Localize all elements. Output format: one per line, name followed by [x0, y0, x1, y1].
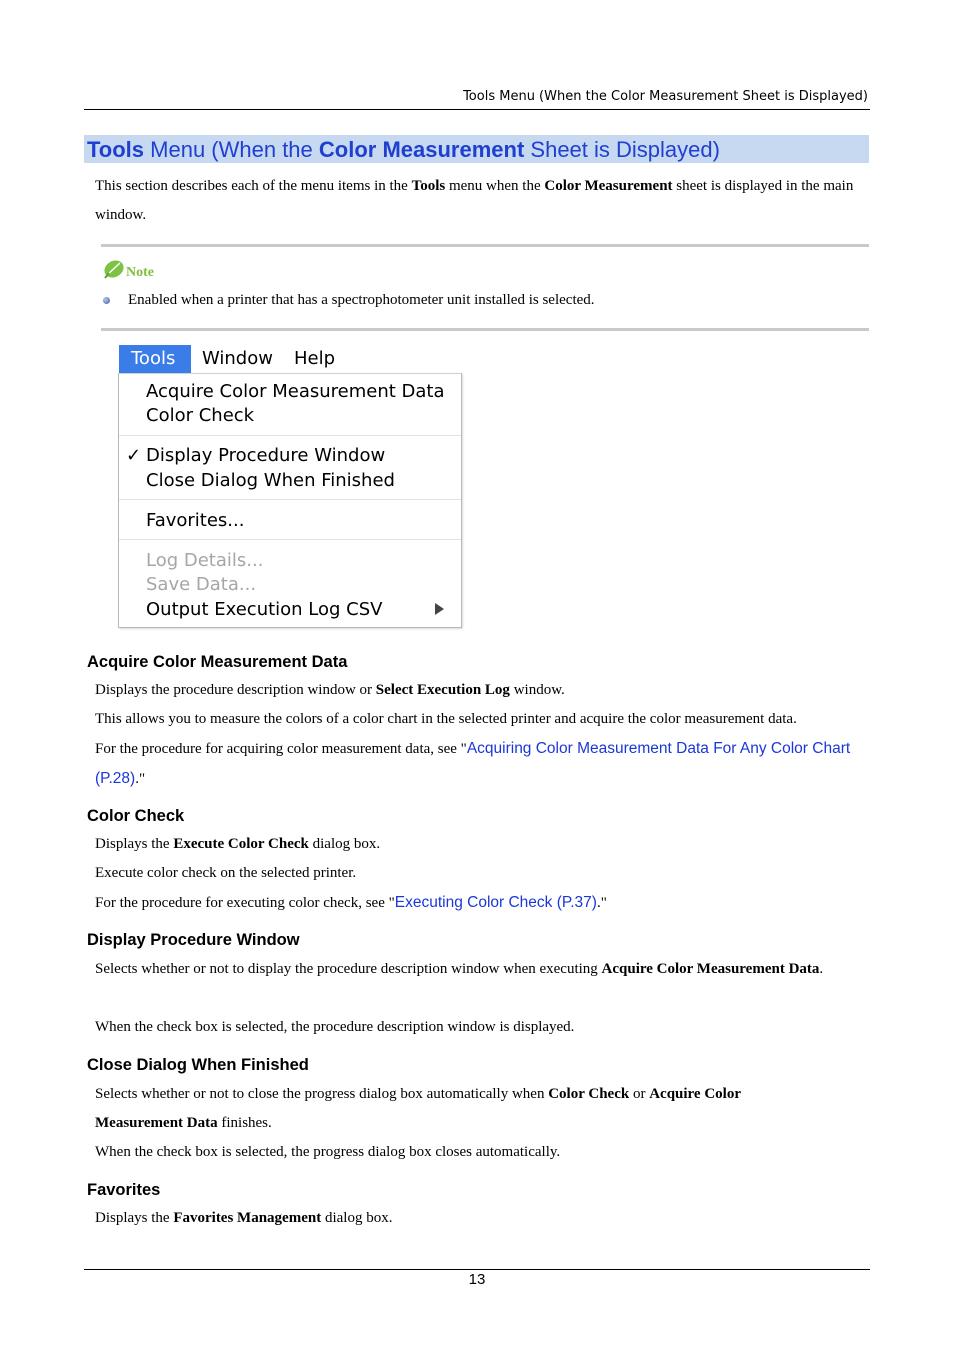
acquire-paragraph-3: For the procedure for acquiring color measurement data, see "Acquiring Color Measurement Data For Any Color Chart (P.28)." — [95, 740, 851, 787]
page-number: 13 — [468, 1271, 486, 1288]
heading-close-dialog: Close Dialog When Finished — [87, 1056, 309, 1074]
intro-paragraph: This section describes each of the menu items in the Tools menu when the Color Measurement sheet is displayed in the main window. — [95, 178, 854, 223]
tools-dropdown-menu — [118, 373, 462, 628]
menu-item-display-procedure[interactable]: Display Procedure Window — [146, 445, 386, 466]
title-bold-color-measurement: Color Measurement — [318, 137, 525, 162]
menu-item-close-dialog[interactable]: Close Dialog When Finished — [146, 470, 395, 491]
menu-bar — [118, 345, 378, 373]
title-text-1: Menu (When the — [144, 137, 319, 162]
running-header: Tools Menu (When the Color Measurement Sheet is Displayed) — [463, 89, 868, 104]
note-bottom-rule — [101, 328, 869, 331]
menu-item-save-data: Save Data... — [146, 574, 257, 595]
page-title — [87, 136, 720, 164]
note-label: Note — [126, 265, 154, 280]
menu-window[interactable]: Window — [202, 348, 273, 369]
color-check-paragraph-3: For the procedure for executing color check, see "Executing Color Check (P.37)." — [95, 894, 607, 911]
display-procedure-paragraph-2: When the check box is selected, the procedure description window is displayed. — [95, 1019, 575, 1035]
heading-color-check: Color Check — [87, 807, 185, 825]
display-procedure-paragraph-1: Selects whether or not to display the procedure description window when executing Acquire Color Measurement Data. — [95, 961, 824, 977]
bullet-icon — [103, 297, 110, 304]
link-acquiring-color-measurement[interactable]: Acquiring Color Measurement Data For Any Color Chart (P.28) — [95, 740, 851, 787]
submenu-arrow-icon — [435, 603, 444, 615]
favorites-paragraph-1: Displays the Favorites Management dialog box. — [95, 1210, 393, 1226]
close-dialog-paragraph-1: Selects whether or not to close the progress dialog box automatically when Color Check or Acquire Color Measurement Data finishes. — [95, 1086, 741, 1131]
menu-tools[interactable]: Tools — [119, 345, 191, 373]
menu-separator — [119, 499, 461, 500]
menu-separator — [119, 539, 461, 540]
acquire-paragraph-2: This allows you to measure the colors of a color chart in the selected printer and acquire the color measurement data. — [95, 711, 797, 727]
color-check-paragraph-2: Execute color check on the selected printer. — [95, 865, 357, 881]
footer-rule — [84, 1269, 870, 1270]
title-text-2: Sheet is Displayed) — [524, 137, 720, 162]
menu-item-log-details: Log Details... — [146, 550, 264, 571]
menu-help[interactable]: Help — [294, 348, 336, 369]
menu-item-output-log[interactable]: Output Execution Log CSV — [146, 599, 383, 620]
note-top-rule — [101, 244, 869, 247]
heading-acquire: Acquire Color Measurement Data — [87, 653, 348, 671]
heading-favorites: Favorites — [87, 1181, 161, 1199]
note-text: Enabled when a printer that has a spectrophotometer unit installed is selected. — [128, 292, 595, 308]
checkmark-icon: ✓ — [126, 445, 142, 466]
menu-item-favorites[interactable]: Favorites... — [146, 510, 245, 531]
header-rule — [84, 109, 870, 110]
acquire-paragraph-1: Displays the procedure description window or Select Execution Log window. — [95, 682, 565, 698]
close-dialog-paragraph-2: When the check box is selected, the progress dialog box closes automatically. — [95, 1144, 561, 1160]
heading-display-procedure: Display Procedure Window — [87, 931, 300, 949]
note-leaf-icon — [103, 258, 125, 280]
link-executing-color-check[interactable]: Executing Color Check (P.37) — [394, 894, 597, 911]
title-bold-tools: Tools — [87, 137, 145, 162]
menu-item-acquire[interactable]: Acquire Color Measurement Data — [146, 381, 445, 402]
menu-separator — [119, 435, 461, 436]
menu-item-color-check[interactable]: Color Check — [146, 405, 255, 426]
color-check-paragraph-1: Displays the Execute Color Check dialog box. — [95, 836, 381, 852]
